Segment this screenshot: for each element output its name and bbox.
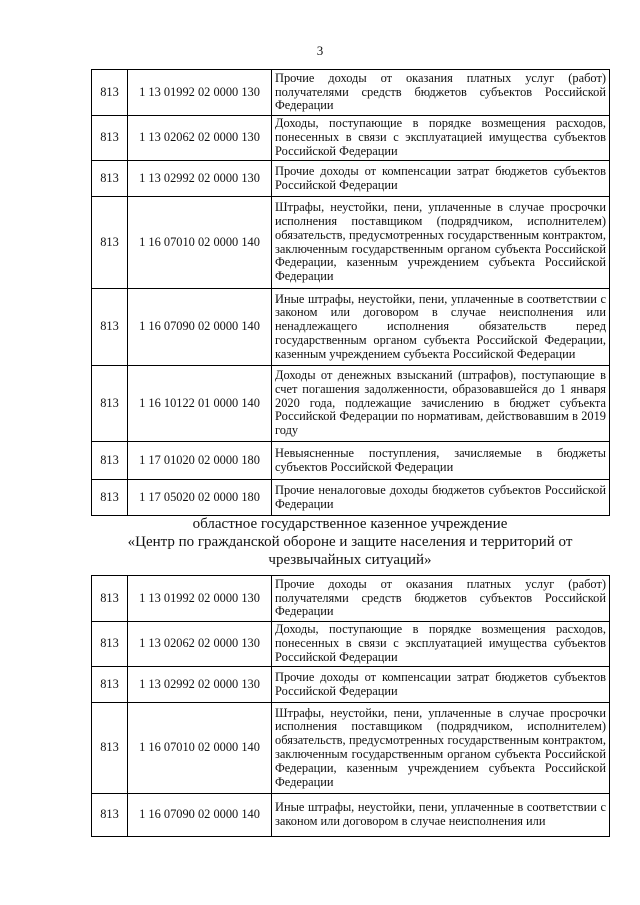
income-code-cell: 1 17 05020 02 0000 180 [128,480,272,516]
income-description-cell: Прочие доходы от оказания платных услуг (работ) получателями средств бюджетов субъектов Российской Федерации [272,576,610,622]
admin-code-cell: 813 [92,366,128,442]
income-code-cell: 1 16 10122 01 0000 140 [128,366,272,442]
admin-code-cell: 813 [92,667,128,703]
heading-line: областное государственное казенное учреждение [192,516,508,532]
income-description-cell: Штрафы, неустойки, пени, уплаченные в случае просрочки исполнения поставщиком (подрядчиком, исполнителем) обязательств, предусмотренных государственным контрактом, заключенным государственным органом субъекта Российской Федерации, казенным учреждением субъекта Российской Федерации [272,703,610,794]
income-description-cell: Прочие доходы от компенсации затрат бюджетов субъектов Российской Федерации [272,667,610,703]
income-codes-table-1 [91,69,610,516]
income-description-cell: Доходы от денежных взысканий (штрафов), поступающие в счет погашения задолженности, образовавшейся до 1 января 2020 года, подлежащие зачислению в бюджет субъекта Российской Федерации по нормативам, действовавшим в 2019 году [272,366,610,442]
admin-code-cell: 813 [92,197,128,289]
income-code-cell: 1 13 01992 02 0000 130 [128,70,272,116]
admin-code-cell: 813 [92,622,128,667]
heading-line: чрезвычайных ситуаций» [268,552,432,568]
admin-code-cell: 813 [92,289,128,366]
income-code-cell: 1 16 07090 02 0000 140 [128,794,272,837]
table-row [92,576,610,622]
admin-code-cell: 813 [92,576,128,622]
table-row [92,480,610,516]
income-code-cell: 1 13 02062 02 0000 130 [128,622,272,667]
table-row [92,197,610,289]
admin-code-cell: 813 [92,70,128,116]
income-code-cell: 1 16 07090 02 0000 140 [128,289,272,366]
income-description-cell: Доходы, поступающие в порядке возмещения расходов, понесенных в связи с эксплуатацией имущества субъектов Российской Федерации [272,116,610,161]
income-description-cell: Штрафы, неустойки, пени, уплаченные в случае просрочки исполнения поставщиком (подрядчиком, исполнителем) обязательств, предусмотренных государственным контрактом, заключенным государственным органом субъекта Российской Федерации, казенным учреждением субъекта Российской Федерации [272,197,610,289]
table-row [92,667,610,703]
admin-code-cell: 813 [92,703,128,794]
table-row [92,622,610,667]
table-row [92,794,610,837]
income-description-cell: Доходы, поступающие в порядке возмещения расходов, понесенных в связи с эксплуатацией имущества субъектов Российской Федерации [272,622,610,667]
table-row [92,70,610,116]
table-row [92,442,610,480]
income-code-cell: 1 13 02992 02 0000 130 [128,161,272,197]
institution-heading [91,515,609,569]
income-description-cell: Невыясненные поступления, зачисляемые в бюджеты субъектов Российской Федерации [272,442,610,480]
admin-code-cell: 813 [92,161,128,197]
table-row [92,161,610,197]
income-code-cell: 1 16 07010 02 0000 140 [128,703,272,794]
income-description-cell: Прочие доходы от компенсации затрат бюджетов субъектов Российской Федерации [272,161,610,197]
admin-code-cell: 813 [92,480,128,516]
income-description-cell: Иные штрафы, неустойки, пени, уплаченные в соответствии с законом или договором в случае неисполнения или [272,794,610,837]
table-row [92,116,610,161]
income-code-cell: 1 13 02992 02 0000 130 [128,667,272,703]
admin-code-cell: 813 [92,442,128,480]
page-number: 3 [316,43,324,58]
income-code-cell: 1 13 01992 02 0000 130 [128,576,272,622]
heading-line: «Центр по гражданской обороне и защите населения и территорий от [127,534,573,550]
income-code-cell: 1 17 01020 02 0000 180 [128,442,272,480]
table-row [92,366,610,442]
admin-code-cell: 813 [92,116,128,161]
table-row [92,289,610,366]
income-description-cell: Прочие неналоговые доходы бюджетов субъектов Российской Федерации [272,480,610,516]
income-code-cell: 1 16 07010 02 0000 140 [128,197,272,289]
admin-code-cell: 813 [92,794,128,837]
income-codes-table-2 [91,575,610,837]
table-row [92,703,610,794]
income-description-cell: Прочие доходы от оказания платных услуг (работ) получателями средств бюджетов субъектов Российской Федерации [272,70,610,116]
income-code-cell: 1 13 02062 02 0000 130 [128,116,272,161]
income-description-cell: Иные штрафы, неустойки, пени, уплаченные в соответствии с законом или договором в случае неисполнения или ненадлежащего исполнения обязательств перед государственным органом субъекта Российской Федерации, казенным учреждением субъекта Российской Федерации [272,289,610,366]
